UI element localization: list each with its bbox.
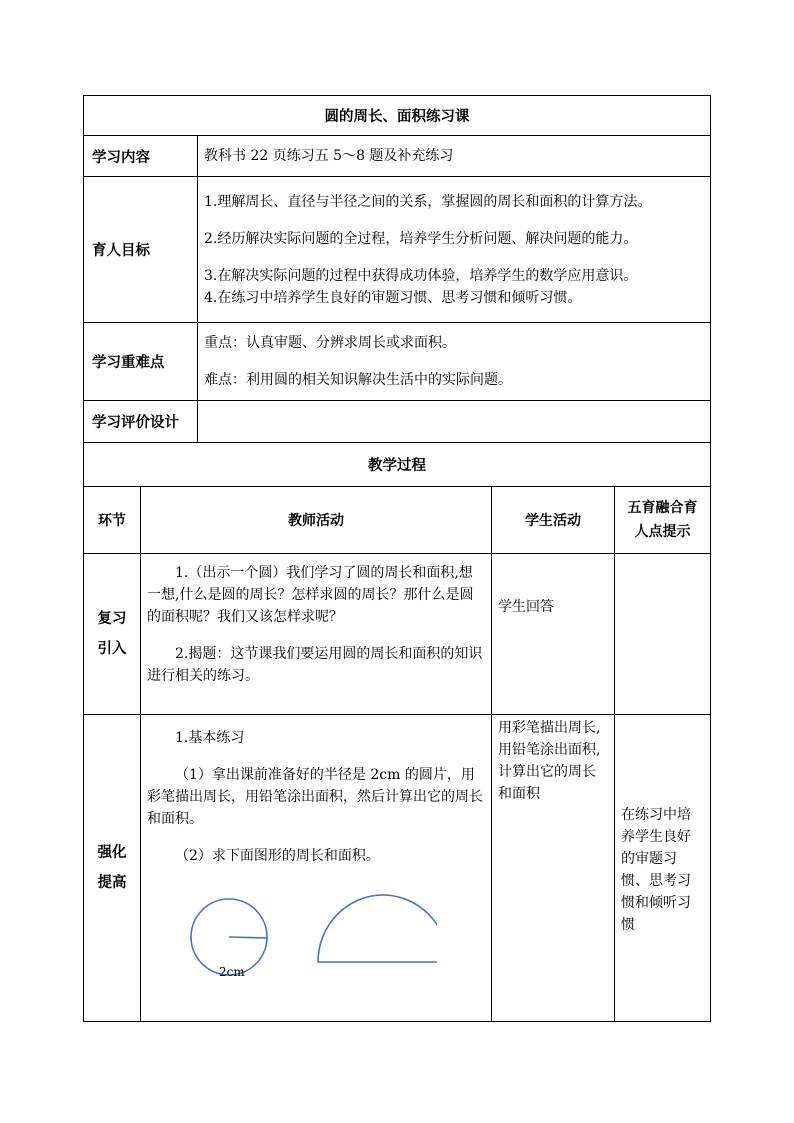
stage-cell (84, 715, 141, 1022)
student-activity: 学生回答 (492, 554, 615, 715)
teacher-step: （2）求下面图形的周长和面积。 (175, 848, 380, 864)
table-row (84, 554, 711, 715)
evaluation-label: 学习评价设计 (84, 401, 198, 443)
process-title: 教学过程 (84, 443, 711, 487)
table-row (84, 715, 711, 1022)
stage-cell (84, 554, 141, 715)
col-stage: 环节 (84, 487, 141, 554)
goals-list (198, 177, 711, 323)
column-header-row (84, 487, 711, 554)
goal-item: 2.经历解决实际问题的全过程，培养学生分析问题、解决问题的能力。 (204, 230, 638, 247)
semicircle-figure (318, 895, 437, 962)
col-hint: 五育融合育人点提示 (615, 487, 711, 554)
goal-item: 1.理解周长、直径与半径之间的关系，掌握圆的周长和面积的计算方法。 (204, 193, 652, 210)
content-value: 教科书 22 页练习五 5～8 题及补充练习 (198, 136, 711, 177)
radius-label: 2cm (219, 965, 245, 979)
student-activity: 用彩笔描出周长,用铅笔涂出面积,计算出它的周长和面积 (492, 715, 615, 1022)
keypoints-row (84, 323, 711, 401)
evaluation-row (84, 401, 711, 443)
col-student: 学生活动 (492, 487, 615, 554)
title-row (84, 96, 711, 136)
stage-line: 复习 (97, 610, 127, 627)
lesson-plan (83, 95, 710, 1022)
content-row (84, 136, 711, 177)
stage-line: 引入 (97, 640, 127, 657)
goals-row (84, 177, 711, 323)
stage-line: 强化 (97, 844, 127, 861)
keypoints-text (198, 323, 711, 401)
goal-item: 3.在解决实际问题的过程中获得成功体验，培养学生的数学应用意识。 (204, 267, 638, 284)
teacher-step: （1）拿出课前准备好的半径是 2cm 的圆片，用彩笔描出周长，用铅笔涂出面积，然后计算出它的周长和面积。 (147, 767, 483, 827)
hint-cell: 在练习中培养学生良好的审题习惯、思考习惯和倾听习惯 (615, 715, 711, 1022)
teacher-step: 2.揭题：这节课我们要运用圆的周长和面积的知识进行相关的练习。 (147, 646, 483, 684)
teacher-activity (141, 554, 492, 715)
goal-item: 4.在练习中培养学生良好的审题习惯、思考习惯和倾听习惯。 (204, 289, 582, 306)
exercise-figures (147, 867, 485, 1007)
difficult-point: 难点：利用圆的相关知识解决生活中的实际问题。 (204, 372, 512, 388)
content-label: 学习内容 (84, 136, 198, 177)
lesson-plan-table (83, 95, 711, 1022)
process-title-row (84, 443, 711, 487)
teacher-activity (141, 715, 492, 1022)
goals-label: 育人目标 (84, 177, 198, 323)
evaluation-value (198, 401, 711, 443)
key-point: 重点：认真审题、分辨求周长或求面积。 (204, 335, 456, 351)
lesson-title: 圆的周长、面积练习课 (84, 96, 711, 136)
stage-line: 提高 (97, 874, 127, 891)
radius-line (229, 937, 267, 938)
teacher-step: 1.（出示一个圆）我们学习了圆的周长和面积,想一想,什么是圆的周长？怎样求圆的周长？那什么是圆的面积呢？我们又该怎样求呢？ (147, 565, 474, 625)
teacher-step: 1.基本练习 (175, 730, 245, 746)
col-teacher: 教师活动 (141, 487, 492, 554)
keypoints-label: 学习重难点 (84, 323, 198, 401)
hint-cell (615, 554, 711, 715)
figures-svg (147, 867, 437, 1007)
